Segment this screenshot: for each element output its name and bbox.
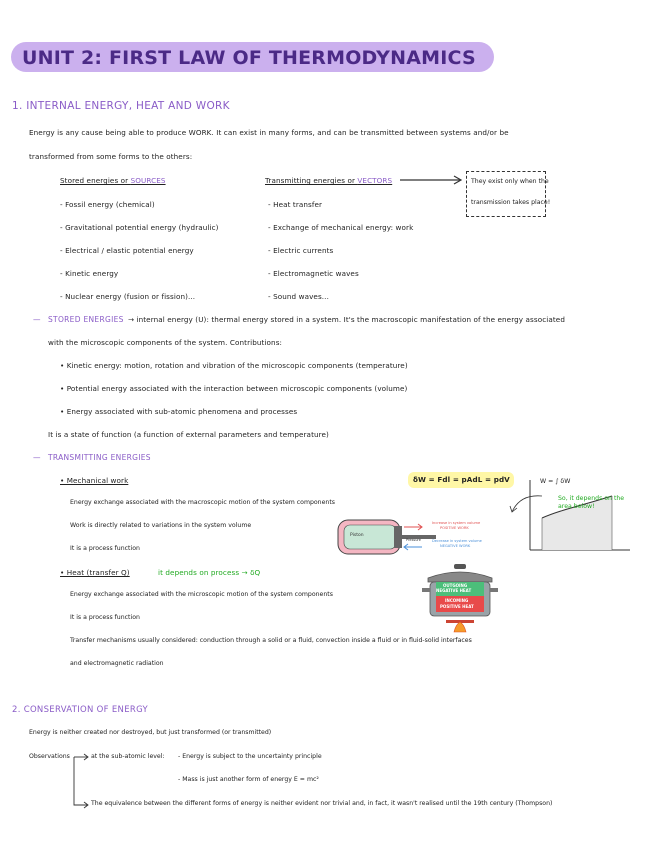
mech-work-line: Work is directly related to variations in the system volume bbox=[70, 522, 252, 529]
section-2-heading: 2. CONSERVATION OF ENERGY bbox=[12, 705, 149, 715]
vectors-label: VECTORS bbox=[357, 176, 393, 185]
stored-energies-heading: STORED ENERGIES bbox=[48, 315, 124, 324]
heat-line: Energy exchange associated with the microscopic motion of the system components bbox=[70, 591, 333, 598]
work-equation: δW = Fdl = pAdL = pdV bbox=[413, 475, 510, 484]
heat-line: Transfer mechanisms usually considered: conduction through a solid or a fluid, convection inside a fluid or in fluid-solid interfaces bbox=[70, 637, 472, 644]
stored-def-line-2: with the microscopic components of the system. Contributions: bbox=[48, 338, 283, 347]
contribution-item: • Potential energy associated with the interaction between microscopic components (volume) bbox=[60, 384, 408, 393]
stored-column-header: Stored energies or SOURCES bbox=[60, 176, 166, 185]
transmit-item: - Exchange of mechanical energy: work bbox=[268, 223, 414, 232]
contribution-item: • Kinetic energy: motion, rotation and vibration of the microscopic components (temperature) bbox=[60, 361, 408, 370]
heat-label: • Heat (transfer Q) bbox=[60, 568, 130, 577]
piston-legend-2b: NEGATIVE WORK bbox=[440, 544, 471, 548]
note-line-1: They exist only when the bbox=[471, 178, 549, 185]
stored-item: - Gravitational potential energy (hydraulic) bbox=[60, 223, 219, 232]
transmit-item: - Heat transfer bbox=[268, 200, 323, 209]
transmit-item: - Electromagnetic waves bbox=[268, 269, 359, 278]
pot-incoming-2: POSITIVE HEAT bbox=[440, 604, 474, 609]
stored-item: - Electrical / elastic potential energy bbox=[60, 246, 194, 255]
mech-work-line: Energy exchange associated with the macroscopic motion of the system components bbox=[70, 499, 335, 506]
heat-line: It is a process function bbox=[70, 614, 140, 621]
arrow-right-icon bbox=[398, 174, 468, 186]
stored-item: - Nuclear energy (fusion or fission)... bbox=[60, 292, 196, 301]
stored-def-line-1: → internal energy (U): thermal energy stored in a system. It's the macroscopic manifestation of the energy associated bbox=[128, 315, 565, 324]
piston-legend-1a: Increase in system volume bbox=[432, 521, 481, 525]
contribution-item: • Energy associated with sub-atomic phenomena and processes bbox=[60, 407, 298, 416]
obs-subatomic: at the sub-atomic level: bbox=[91, 753, 165, 760]
transmit-item: - Electric currents bbox=[268, 246, 334, 255]
section-1-heading: 1. INTERNAL ENERGY, HEAT AND WORK bbox=[12, 100, 230, 112]
stored-item: - Fossil energy (chemical) bbox=[60, 200, 155, 209]
obs-equivalence: The equivalence between the different forms of energy is neither evident nor trivial and, in fact, it wasn't realised until the 19th century (Thompson) bbox=[91, 800, 553, 807]
conservation-line: Energy is neither created nor destroyed, but just transformed (or transmitted) bbox=[29, 729, 272, 736]
obs-mass-energy: - Mass is just another form of energy E = mc² bbox=[178, 776, 319, 783]
state-function-line: It is a state of function (a function of external parameters and temperature) bbox=[48, 430, 329, 439]
piston-label-2: Pressure bbox=[406, 538, 421, 542]
pot-outgoing-2: NEGATIVE HEAT bbox=[436, 588, 472, 593]
transmitting-energies-heading: TRANSMITTING ENERGIES bbox=[48, 453, 151, 462]
intro-line-1: Energy is any cause being able to produce WORK. It can exist in many forms, and can be transmitted between systems and/or be bbox=[29, 128, 509, 137]
stored-energies-dash: — bbox=[33, 315, 41, 324]
page-title: UNIT 2: FIRST LAW OF THERMODYNAMICS bbox=[22, 47, 476, 69]
heat-process-note: it depends on process → δQ bbox=[158, 568, 261, 577]
stored-item: - Kinetic energy bbox=[60, 269, 119, 278]
heat-line: and electromagnetic radiation bbox=[70, 660, 164, 667]
transmitting-dash: — bbox=[33, 453, 41, 462]
piston-label: Piston bbox=[350, 533, 364, 538]
pot-outgoing-1: OUTGOING bbox=[443, 583, 468, 588]
graph-integral-label: W = ∫ δW bbox=[540, 478, 571, 485]
sources-label: SOURCES bbox=[130, 176, 166, 185]
intro-line-2: transformed from some forms to the others: bbox=[29, 152, 193, 161]
obs-uncertainty: - Energy is subject to the uncertainty principle bbox=[178, 753, 322, 760]
piston-legend-2a: Decrease in system volume bbox=[432, 539, 482, 543]
observations-label: Observations bbox=[29, 753, 70, 760]
graph-note-line-1: So, it depends on the bbox=[558, 495, 625, 502]
mech-work-line: It is a process function bbox=[70, 545, 140, 552]
piston-legend-1b: POSITIVE WORK bbox=[440, 526, 469, 530]
note-line-2: transmission takes place! bbox=[471, 199, 551, 206]
curved-arrow-icon bbox=[506, 492, 546, 516]
pot-incoming-1: INCOMING bbox=[445, 598, 469, 603]
graph-note-line-2: area below! bbox=[558, 503, 595, 510]
transmitting-column-header: Transmitting energies or VECTORS bbox=[265, 176, 393, 185]
pv-graph-diagram bbox=[520, 476, 635, 556]
transmit-item: - Sound waves... bbox=[268, 292, 329, 301]
mechanical-work-label: • Mechanical work bbox=[60, 476, 129, 485]
